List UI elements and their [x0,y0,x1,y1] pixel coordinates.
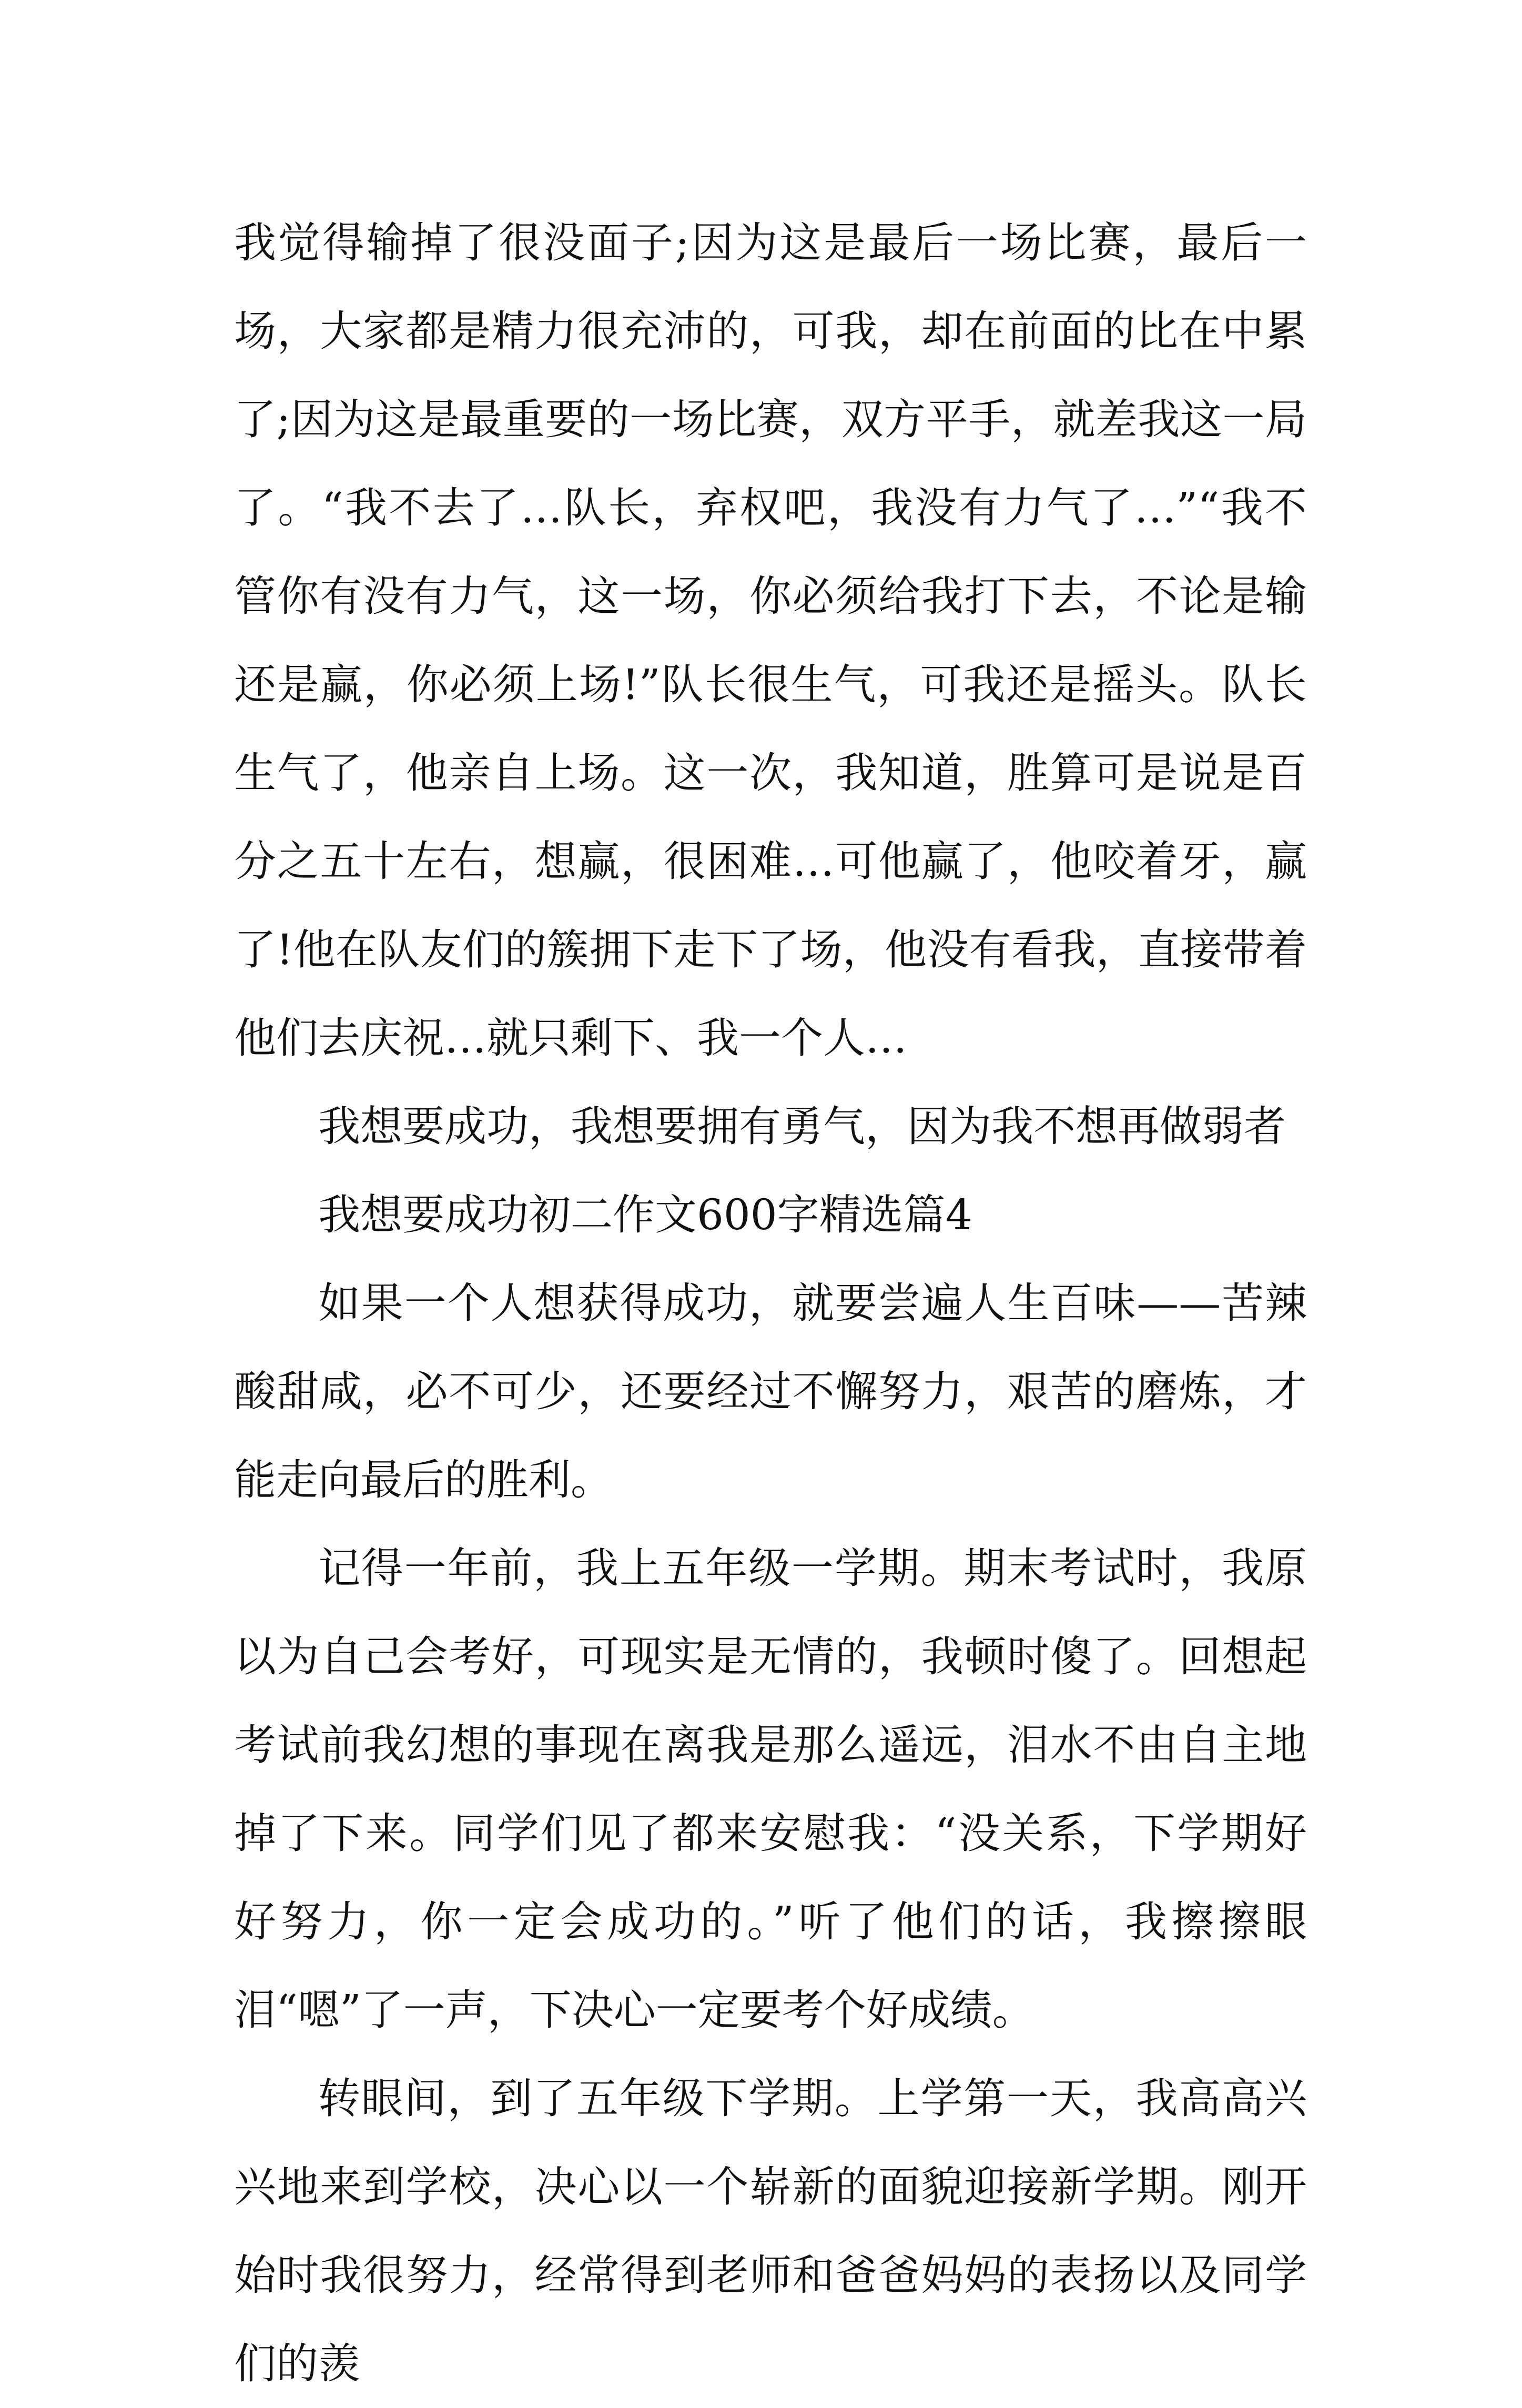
paragraph-memory: 记得一年前，我上五年级一学期。期末考试时，我原以为自己会考好，可现实是无情的，我顿时傻了。回想起考试前我幻想的事现在离我是那么遥远，泪水不由自主地掉了下来。同学们见了都来安慰我：“没关系，下学期好好努力，你一定会成功的。”听了他们的话，我擦擦眼泪“嗯”了一声，下决心一定要考个好成绩。 [234,1544,1307,2035]
section-heading: 我想要成功初二作文600字精选篇4 [318,1190,972,1239]
document-body [234,199,1307,2408]
paragraph-continuation: 我觉得输掉了很没面子;因为这是最后一场比赛，最后一场，大家都是精力很充沛的，可我，却在前面的比在中累了;因为这是最重要的一场比赛，双方平手，就差我这一局了。“我不去了…队长，弃权吧，我没有力气了…”“我不管你有没有力气，这一场，你必须给我打下去，不论是输还是赢，你必须上场!”队长很生气，可我还是摇头。队长生气了，他亲自上场。这一次，我知道，胜算可是说是百分之五十左右，想赢，很困难…可他赢了，他咬着牙，赢了!他在队友们的簇拥下走下了场，他没有看我，直接带着他们去庆祝…就只剩下、我一个人… [234,218,1307,1063]
paragraph-new-term: 转眼间，到了五年级下学期。上学第一天，我高高兴兴地来到学校，决心以一个崭新的面貌迎接新学期。刚开始时我很努力，经常得到老师和爸爸妈妈的表扬以及同学们的羡 [234,2074,1307,2388]
paragraph-intro: 如果一个人想获得成功，就要尝遍人生百味——苦辣酸甜咸，必不可少，还要经过不懈努力，艰苦的磨炼，才能走向最后的胜利。 [234,1279,1307,1504]
paragraph-courage: 我想要成功，我想要拥有勇气，因为我不想再做弱者 [318,1102,1286,1151]
